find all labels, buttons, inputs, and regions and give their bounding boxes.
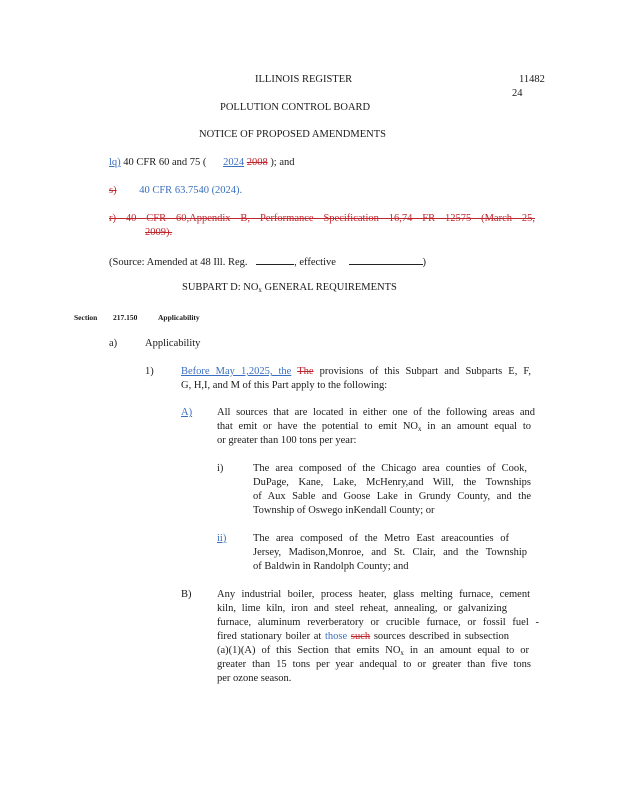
- para-B-line6: greater than 15 tons per year andequal to or greater than five tons: [217, 659, 531, 670]
- item-r-line2: 2009).: [145, 227, 173, 238]
- item-q-label: lq): [109, 157, 121, 168]
- para-1-line2: G, H,I, and M of this Part apply to the following:: [181, 380, 388, 391]
- item-q-year-old: 2008: [246, 157, 268, 168]
- para-1-inserted: Before May 1,2025, the: [181, 366, 292, 377]
- subpart-suffix: GENERAL REQUIREMENTS: [261, 282, 397, 293]
- subsection-a-label: a): [109, 338, 118, 349]
- para-1-label: 1): [145, 366, 154, 377]
- para-1-text1: provisions of this Subpart and Subparts E, F,: [319, 366, 532, 377]
- item-q-text-b: ); and: [270, 157, 295, 168]
- item-ii-line-3: of Baldwin in Randolph County; and: [253, 561, 409, 572]
- item-r-text: CFR 60,Appendix B, Performance Specification 16,74 FR 12575 (March 25,: [146, 213, 536, 224]
- para-A-label: A): [181, 407, 193, 418]
- subsection-a-title: Applicability: [145, 338, 201, 349]
- effective-date-blank: [349, 254, 423, 265]
- item-i-line-4: Township of Oswego inKendall County; or: [253, 505, 435, 516]
- item-r-num: 40: [125, 213, 137, 224]
- para-A-line1: All sources that are located in either one of the following areas and: [217, 407, 535, 418]
- item-r-label: r): [109, 213, 116, 224]
- para-B-inserted: those: [325, 631, 348, 642]
- para-B-line5b: in an amount equal to or: [403, 645, 529, 656]
- para-B-deleted: such: [350, 631, 371, 642]
- subpart-prefix: SUBPART D: NO: [182, 282, 259, 293]
- subpart-sub: x: [258, 286, 262, 294]
- item-q: [109, 156, 295, 170]
- source-effective: , effective: [294, 257, 336, 268]
- source-prefix: (Source: Amended at 48 Ill. Reg.: [109, 257, 248, 268]
- item-r-line1: [109, 212, 535, 226]
- para-B-line4b: sources described in subsection: [373, 631, 510, 642]
- item-ii-line-1: The area composed of the Metro East areacounties of: [253, 533, 509, 544]
- para-1-line1: [181, 365, 531, 379]
- item-i-label: i): [217, 463, 224, 474]
- para-A-sub: x: [417, 425, 422, 433]
- item-i-line-1: The area composed of the Chicago area counties of Cook,: [253, 463, 527, 474]
- notice-title: NOTICE OF PROPOSED AMENDMENTS: [199, 129, 386, 140]
- subpart-heading: [182, 281, 397, 298]
- item-q-year-new: 2024: [223, 157, 245, 168]
- para-A-line2b: in an amount equal to: [421, 421, 531, 432]
- item-ii-label: ii): [217, 533, 227, 544]
- item-ii-line-2: Jersey, Madison,Monroe, and St. Clair, and the Township: [253, 547, 527, 558]
- para-A-line3: or greater than 100 tons per year:: [217, 435, 357, 446]
- para-B-line5a: (a)(1)(A) of this Section that emits NO: [217, 645, 401, 656]
- board-name: POLLUTION CONTROL BOARD: [220, 102, 371, 113]
- page-sub-number: 24: [512, 88, 523, 99]
- para-1-deleted: The: [297, 366, 314, 377]
- register-blank: [256, 254, 294, 265]
- para-B-line4a: fired stationary boiler at: [217, 631, 322, 642]
- item-s-label: s): [109, 185, 117, 196]
- item-i-line-2: DuPage, Kane, Lake, McHenry,and Will, the Townships: [253, 477, 531, 488]
- para-B-line4: [217, 630, 509, 644]
- section-title: Applicability: [158, 313, 200, 322]
- source-note: [109, 254, 426, 270]
- para-B-line7: per ozone season.: [217, 673, 292, 684]
- item-s: [109, 184, 242, 198]
- item-i-line-3: of Aux Sable and Goose Lake in Grundy County, and the: [253, 491, 531, 502]
- para-A-line2a: that emit or have the potential to emit NO: [217, 421, 418, 432]
- section-number: 217.150: [113, 313, 138, 322]
- register-title: ILLINOIS REGISTER: [255, 74, 353, 85]
- para-B-label: B): [181, 589, 192, 600]
- item-s-text: 40 CFR 63.7540 (2024).: [139, 185, 243, 196]
- para-B-line2: kiln, lime kiln, iron and steel reheat, annealing, or galvanizing: [217, 603, 507, 614]
- section-label: Section: [74, 313, 98, 322]
- para-B-line3: furnace, aluminum reverberatory or crucible furnace, or fossil fuel -: [217, 617, 539, 628]
- source-suffix: ): [422, 257, 427, 268]
- item-q-text-a: 40 CFR 60 and 75 (: [123, 157, 207, 168]
- para-B-sub: x: [400, 649, 404, 657]
- para-B-line1: Any industrial boiler, process heater, glass melting furnace, cement: [217, 589, 530, 600]
- page-number: 11482: [519, 74, 545, 85]
